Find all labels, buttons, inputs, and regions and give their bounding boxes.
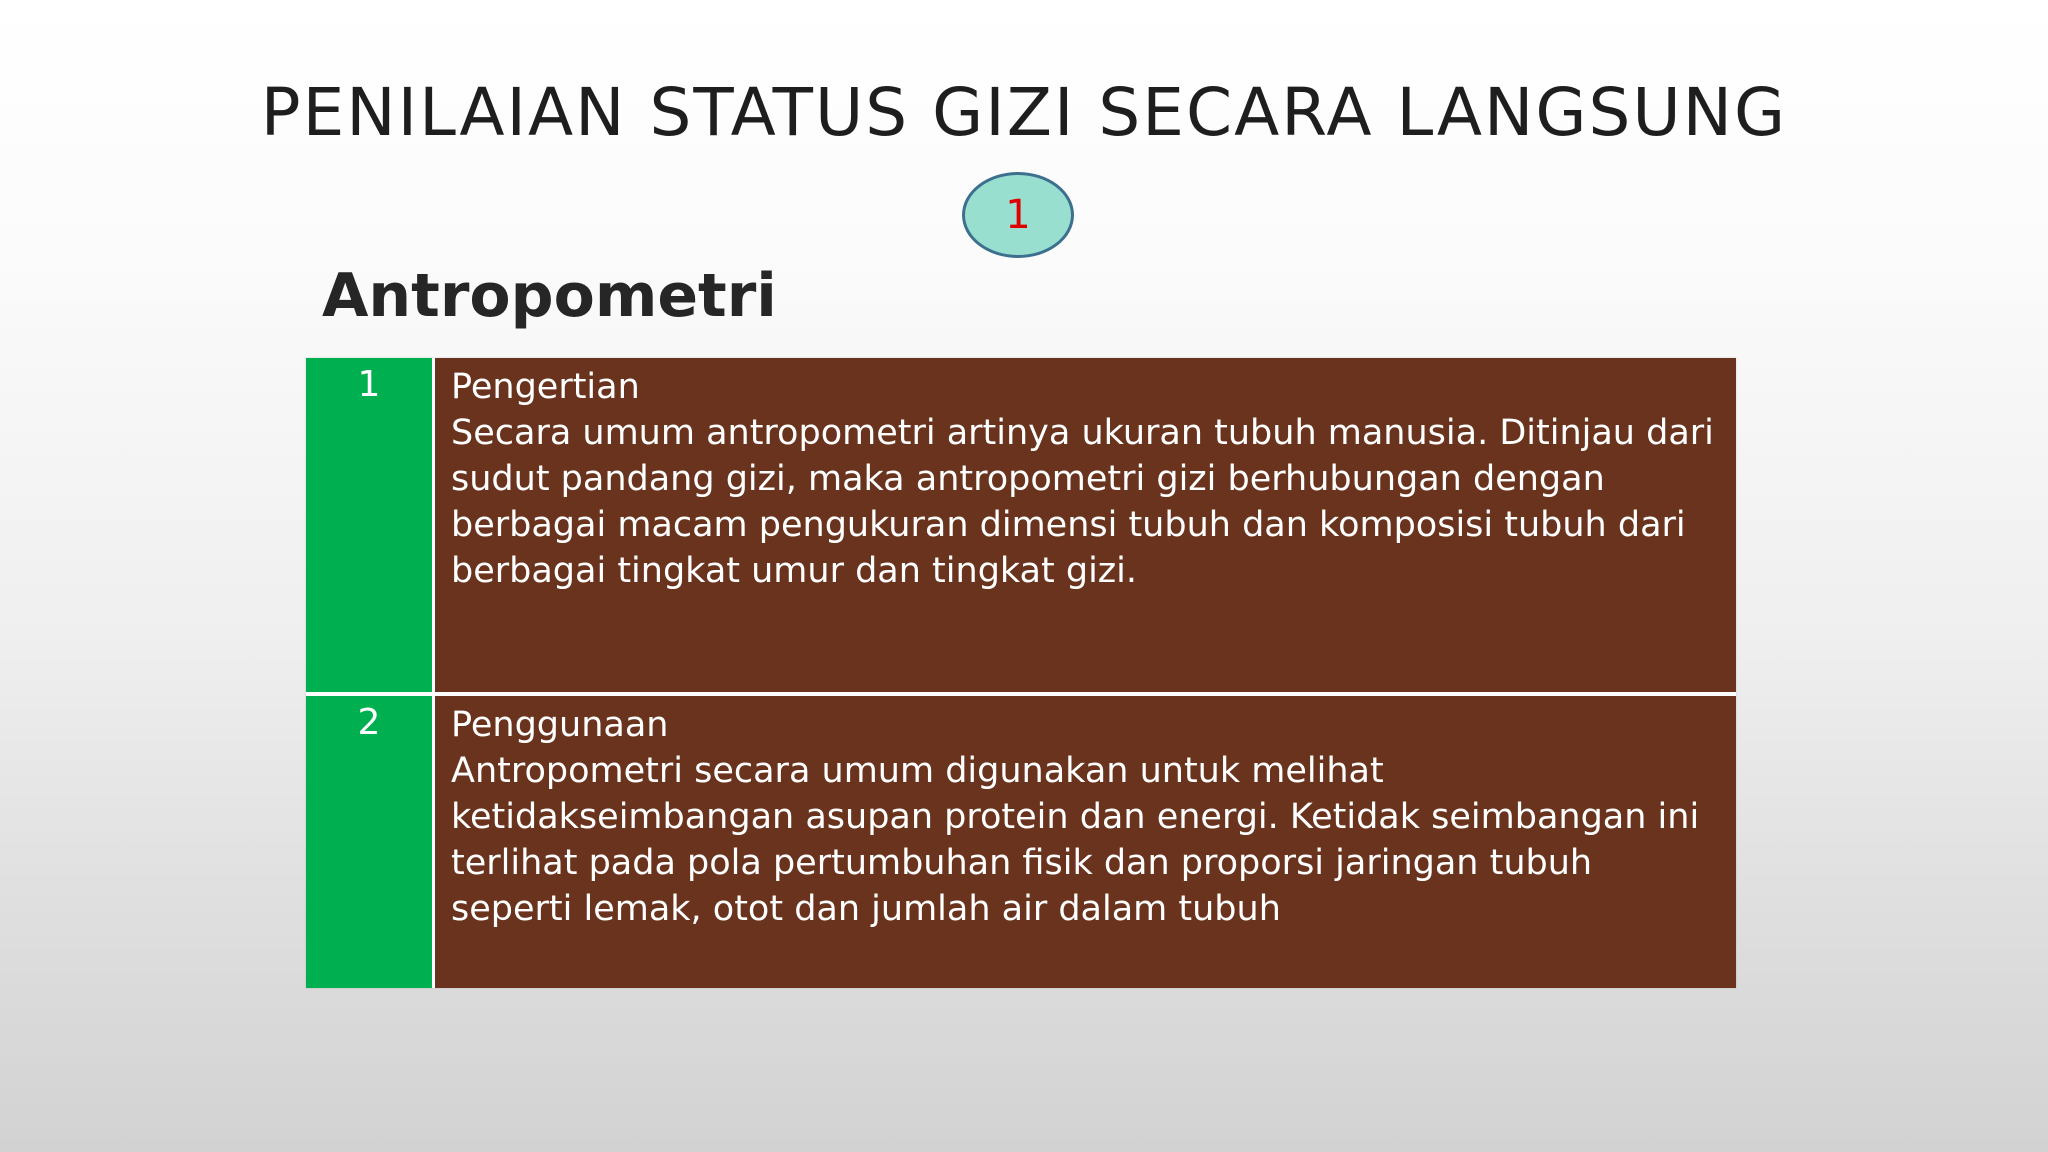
content-table	[306, 358, 1736, 988]
slide-title: PENILAIAN STATUS GIZI SECARA LANGSUNG	[260, 74, 1788, 151]
row-heading: Pengertian	[451, 367, 640, 407]
row-number: 1	[306, 358, 432, 692]
table-row	[306, 696, 1736, 988]
number-badge	[962, 172, 1074, 258]
badge-number: 1	[1005, 192, 1031, 238]
row-content	[435, 696, 1736, 988]
row-number: 2	[306, 696, 432, 988]
row-content	[435, 358, 1736, 692]
row-heading: Penggunaan	[451, 705, 669, 745]
section-subtitle: Antropometri	[322, 261, 777, 331]
row-body: Secara umum antropometri artinya ukuran tubuh manusia. Ditinjau dari sudut pandang gizi, maka antropometri gizi berhubungan dengan berbagai macam pengukuran dimensi tubuh dan komposisi tubuh dari berbagai tingkat umur dan tingkat gizi.	[451, 413, 1714, 591]
table-row	[306, 358, 1736, 692]
row-body: Antropometri secara umum digunakan untuk melihat ketidakseimbangan asupan protein dan energi. Ketidak seimbangan ini terlihat pada pola pertumbuhan fisik dan proporsi jaringan tubuh seperti lemak, otot dan jumlah air dalam tubuh	[451, 751, 1700, 929]
